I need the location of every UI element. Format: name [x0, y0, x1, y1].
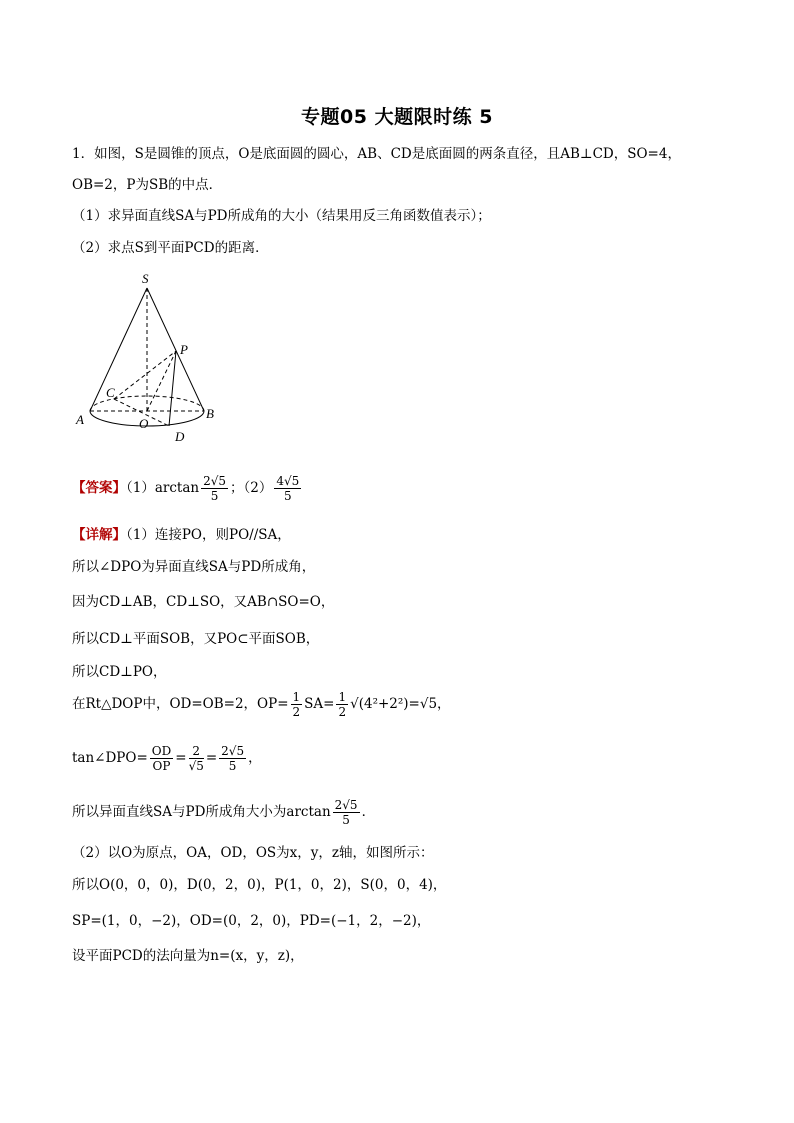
- problem-line-1: 1．如图，S是圆锥的顶点，O是底面圆的圆心，AB、CD是底面圆的两条直径，且AB⊥CD，SO=4，: [72, 146, 681, 162]
- edge-SA: [90, 288, 147, 411]
- answer-fraction-2: $\frac{4√5}{5}$: [276, 474, 300, 503]
- detail-line-11: SP=(1，0，−2)，OD=(0，2，0)，PD=(−1，2，−2)，: [72, 913, 431, 929]
- label-C: C: [106, 385, 115, 400]
- detail-line-4: 所以CD⊥平面SOB，又PO⊂平面SOB，: [72, 631, 320, 647]
- answer-part1: （1）arctan: [126, 480, 200, 496]
- label-O: O: [139, 416, 149, 431]
- question-2: （2）求点S到平面PCD的距离．: [72, 240, 269, 256]
- segment-PD: [169, 351, 176, 426]
- label-P: P: [180, 342, 188, 357]
- detail-line-5: 所以CD⊥PO，: [72, 664, 167, 680]
- label-S: S: [142, 271, 149, 286]
- answer-tag: 【答案】: [72, 480, 126, 496]
- fraction-result: $\frac{2√5}{5}$: [334, 798, 358, 827]
- detail-line-7: tan∠DPO= $\frac{OD}{OP}$ = $\frac{2}{√5}$ = $\frac{2√5}{5}$ ，: [72, 744, 262, 773]
- answer-separator: ；（2）: [230, 480, 273, 496]
- detail-line-2: 所以∠DPO为异面直线SA与PD所成角，: [72, 559, 316, 575]
- answer-fraction-1: $\frac{2√5}{5}$: [203, 474, 226, 503]
- detail-line-1: 【详解】（1）连接PO，则PO//SA，: [72, 527, 291, 543]
- detail-line-9: （2）以O为原点，OA，OD，OS为x，y，z轴，如图所示：: [72, 845, 434, 861]
- fraction-one-half-b: $\frac{1}{2}$: [338, 690, 347, 719]
- page-title: 专题05 大题限时练 5: [301, 106, 493, 128]
- fraction-2root5-5: $\frac{2√5}{5}$: [221, 744, 245, 773]
- detail-line-10: 所以O(0，0，0)，D(0，2，0)，P(1，0，2)，S(0，0，4)，: [72, 877, 447, 893]
- fraction-od-op: $\frac{OD}{OP}$: [151, 744, 172, 773]
- detail-line-8: 所以异面直线SA与PD所成角大小为arctan $\frac{2√5}{5}$ ．: [72, 798, 376, 827]
- detail-line-6: 在Rt△DOP中，OD=OB=2，OP= $\frac{1}{2}$ SA= $\frac{1}{2}$ √(4²+2²)=√5，: [72, 690, 451, 719]
- label-D: D: [175, 429, 185, 444]
- cone-figure: [70, 268, 230, 448]
- label-B: B: [206, 406, 214, 421]
- detail-line-3: 因为CD⊥AB，CD⊥SO，又AB∩SO=O，: [72, 594, 335, 610]
- problem-line-2: OB=2，P为SB的中点．: [72, 177, 223, 193]
- fraction-2-root5: $\frac{2}{√5}$: [188, 744, 204, 773]
- detail-line-12: 设平面PCD的法向量为n=(x，y，z)，: [72, 948, 304, 964]
- label-A: A: [76, 412, 84, 427]
- question-1: （1）求异面直线SA与PD所成角的大小（结果用反三角函数值表示）；: [72, 208, 491, 224]
- answer-line: [72, 474, 303, 503]
- detail-tag: 【详解】: [72, 527, 126, 543]
- segment-CP: [114, 351, 176, 399]
- fraction-one-half-a: $\frac{1}{2}$: [292, 690, 301, 719]
- edge-SB: [147, 288, 204, 411]
